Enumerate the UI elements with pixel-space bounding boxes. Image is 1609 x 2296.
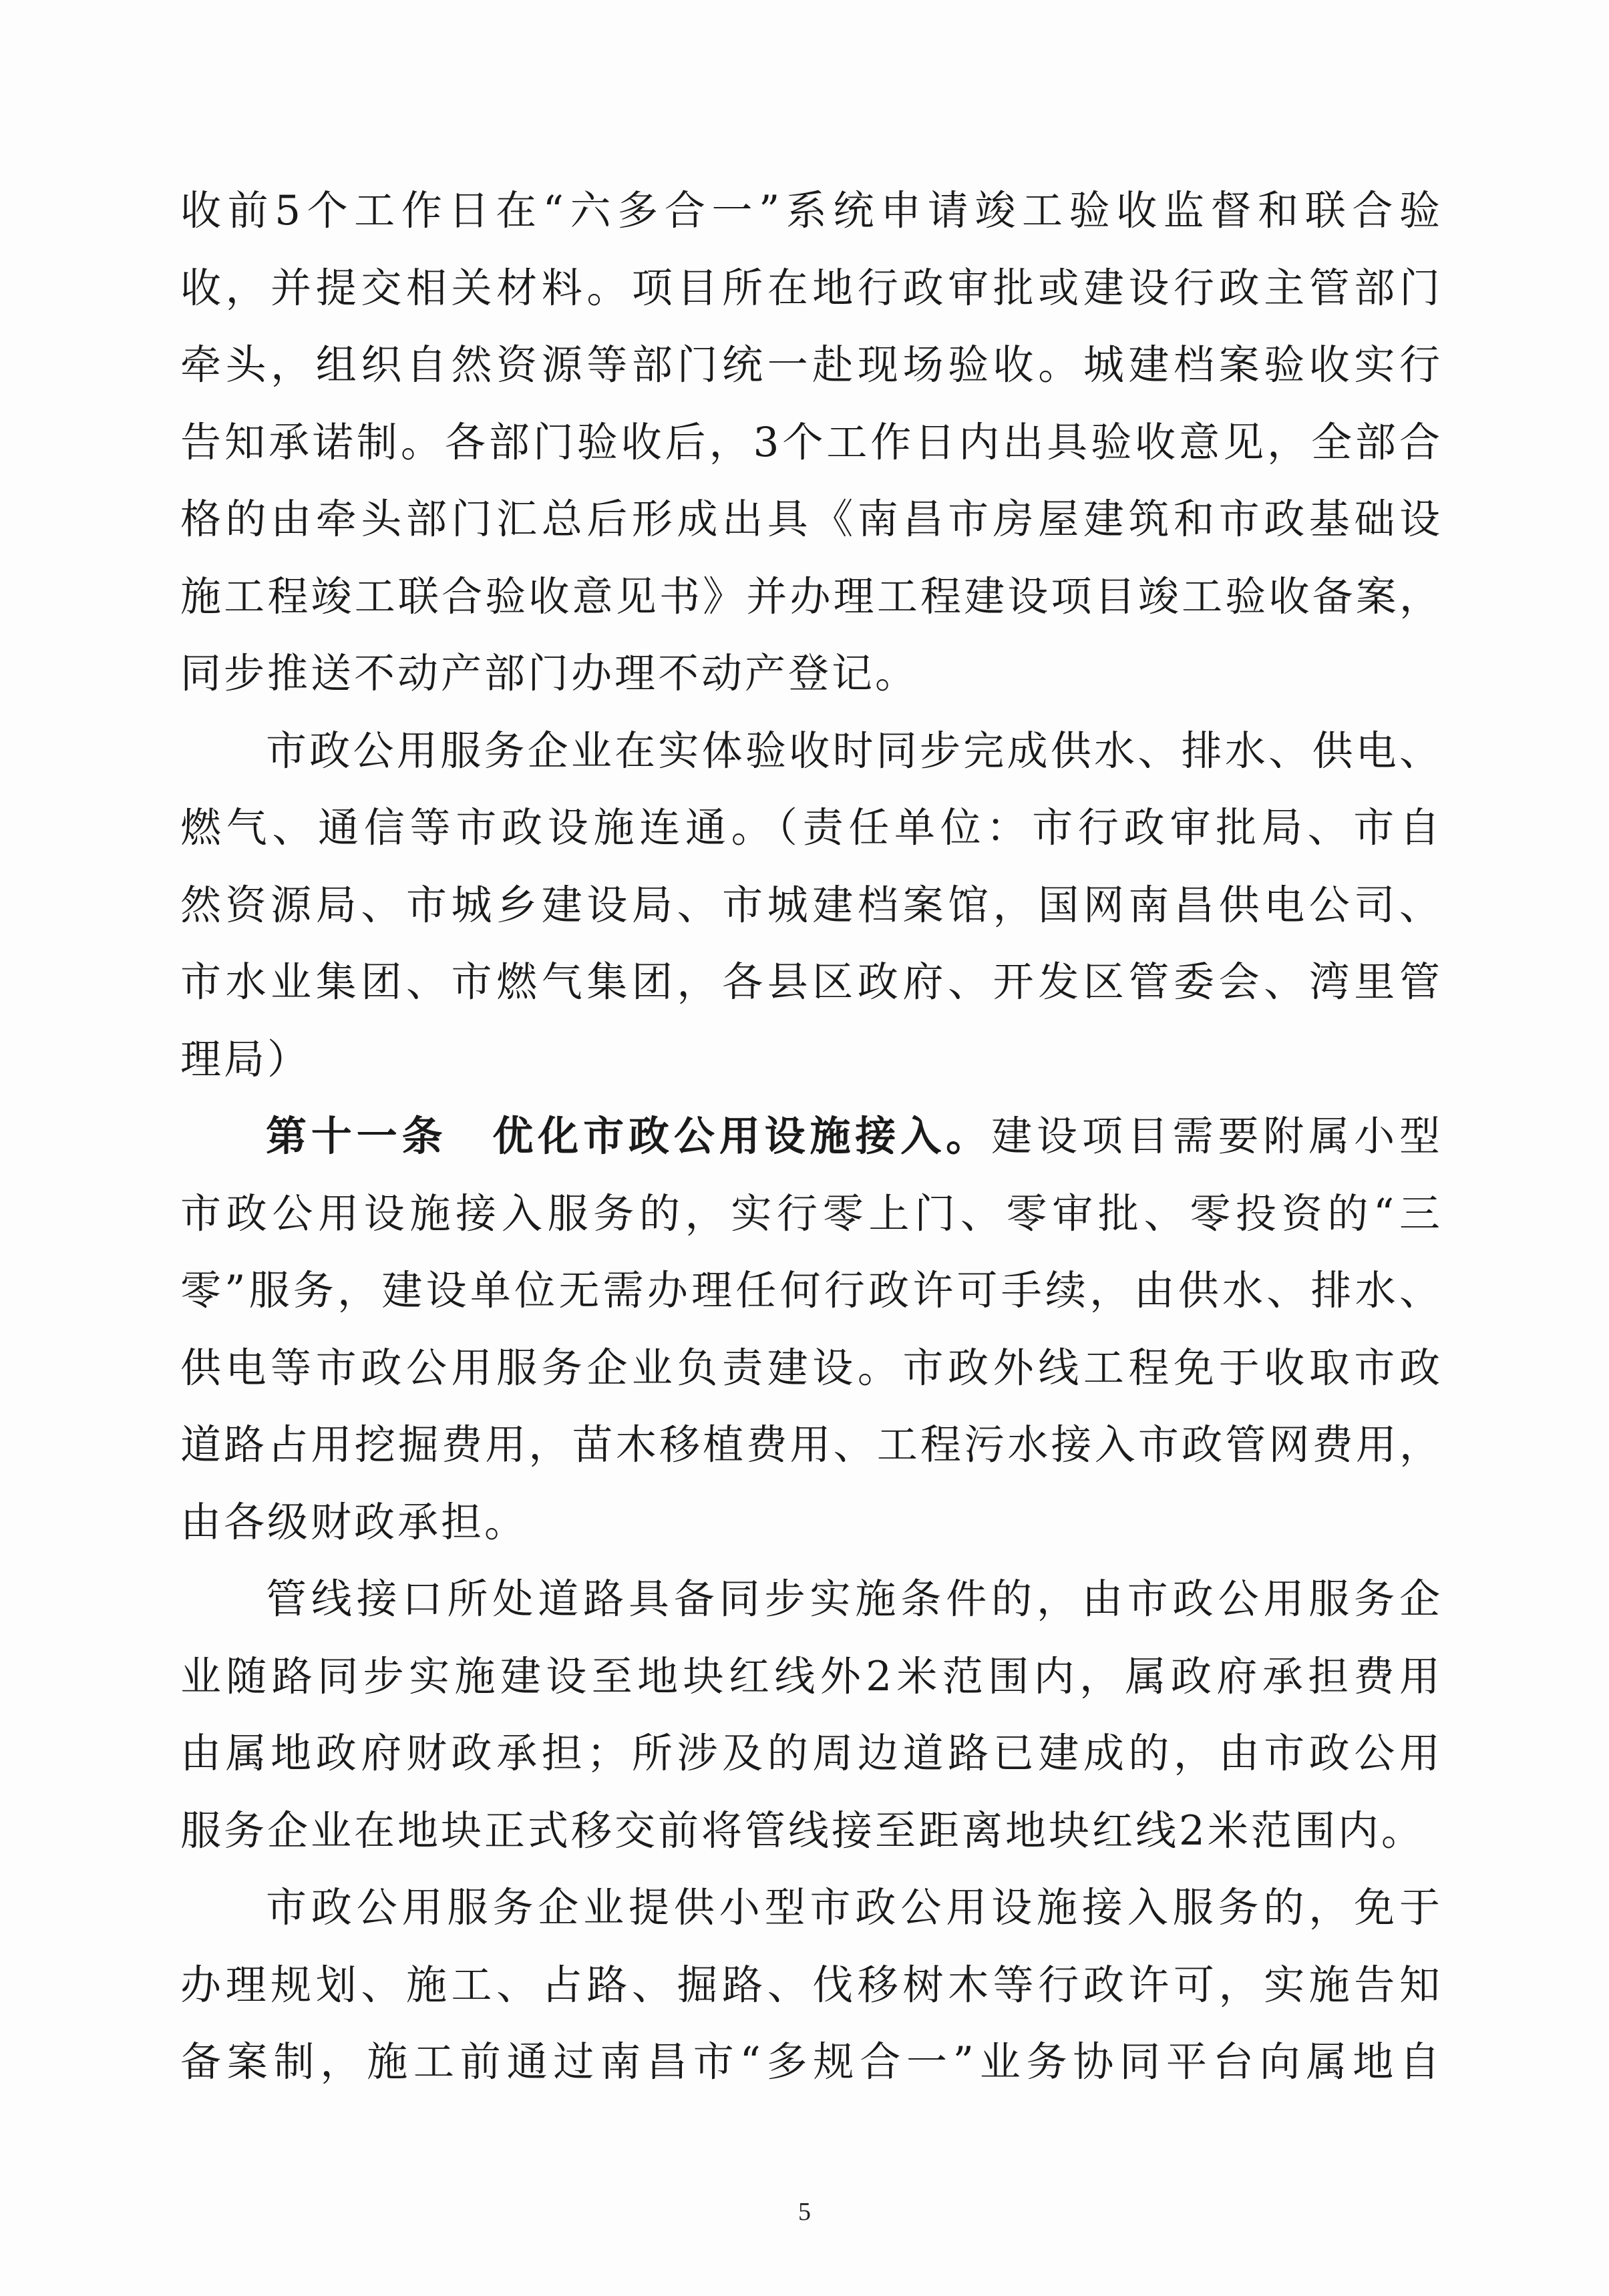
paragraph-utility-connection <box>180 713 1443 1099</box>
text-line: 道路占用挖掘费用，苗木移植费用、工程污水接入市政管网费用， <box>180 1421 1443 1469</box>
text-line: 市政公用服务企业在实体验收时同步完成供水、排水、供电、 <box>266 727 1443 775</box>
text-line: 收前5个工作日在“六多合一”系统申请竣工验收监督和联合验 <box>180 187 1443 234</box>
text-line: 由属地政府财政承担；所涉及的周边道路已建成的，由市政公用 <box>180 1730 1443 1777</box>
text-line: 办理规划、施工、占路、掘路、伐移树木等行政许可，实施告知 <box>180 1961 1443 2009</box>
paragraph-permit-exemption <box>180 1869 1443 2101</box>
document-body <box>180 172 1443 2101</box>
text-line: 市政公用设施接入服务的，实行零上门、零审批、零投资的“三 <box>180 1189 1443 1237</box>
text-line: 服务企业在地块正式移交前将管线接至距离地块红线2米范围内。 <box>180 1806 1425 1855</box>
text-line: 业随路同步实施建设至地块红线外2米范围内，属政府承担费用 <box>180 1652 1443 1700</box>
paragraph-article-11 <box>180 1098 1443 1561</box>
text-line: 备案制，施工前通过南昌市“多规合一”业务协同平台向属地自 <box>180 2038 1443 2086</box>
text-line <box>180 1098 1443 1175</box>
text-line: 告知承诺制。各部门验收后，3个工作日内出具验收意见，全部合 <box>180 418 1443 466</box>
text-line: 供电等市政公用服务企业负责建设。市政外线工程免于收取市政 <box>180 1344 1443 1392</box>
text-line: 收，并提交相关材料。项目所在地行政审批或建设行政主管部门 <box>180 264 1443 312</box>
paragraph-joint-acceptance <box>180 172 1443 713</box>
text-line: 然资源局、市城乡建设局、市城建档案馆，国网南昌供电公司、 <box>180 881 1443 929</box>
text-line: 理局） <box>180 1035 311 1083</box>
article-heading: 第十一条 优化市政公用设施接入。 <box>266 1113 992 1160</box>
text-line: 市水业集团、市燃气集团，各县区政府、开发区管委会、湾里管 <box>180 958 1443 1006</box>
text-line: 零”服务，建设单位无需办理任何行政许可手续，由供水、排水、 <box>180 1267 1443 1314</box>
text-line: 牵头，组织自然资源等部门统一赴现场验收。城建档案验收实行 <box>180 341 1443 389</box>
text-line: 同步推送不动产部门办理不动产登记。 <box>180 650 919 697</box>
text-line: 施工程竣工联合验收意见书》并办理工程建设项目竣工验收备案， <box>180 572 1443 620</box>
text-line: 管线接口所处道路具备同步实施条件的，由市政公用服务企 <box>266 1575 1443 1623</box>
article-heading-rest: 建设项目需要附属小型 <box>991 1113 1443 1160</box>
paragraph-pipeline-interface <box>180 1561 1443 1869</box>
page-number: 5 <box>798 2198 811 2226</box>
text-line: 市政公用服务企业提供小型市政公用设施接入服务的，免于 <box>266 1884 1443 1931</box>
text-line: 燃气、通信等市政设施连通。（责任单位：市行政审批局、市自 <box>180 804 1443 851</box>
text-line: 格的由牵头部门汇总后形成出具《南昌市房屋建筑和市政基础设 <box>180 496 1443 543</box>
text-line: 由各级财政承担。 <box>180 1498 528 1546</box>
